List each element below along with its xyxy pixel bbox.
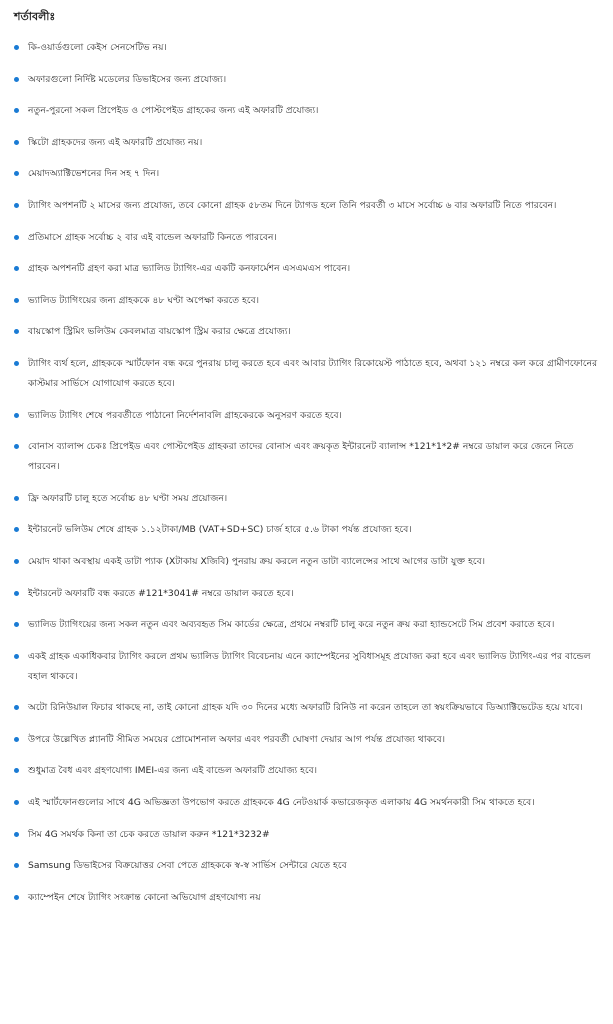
bullet-dot-icon bbox=[14, 171, 19, 176]
terms-list-item bbox=[14, 259, 599, 279]
terms-list bbox=[14, 38, 599, 908]
bullet-dot-icon bbox=[14, 559, 19, 564]
terms-item-text: ফ্রি অফারটি চালু হতে সর্বোচ্চ ৪৮ ঘণ্টা সময় প্রয়োজন। bbox=[28, 492, 228, 504]
terms-list-item bbox=[14, 761, 599, 781]
bullet-dot-icon bbox=[14, 266, 19, 271]
terms-item-text: অফারগুলো নির্দিষ্ট মডেলের ডিভাইসের জন্য প্রযোজ্য। bbox=[28, 73, 227, 85]
terms-item-text: ইন্টারনেট অফারটি বন্ধ করতে #121*3041# নম্বরে ডায়াল করতে হবে। bbox=[28, 587, 294, 599]
terms-list-item bbox=[14, 856, 599, 876]
terms-list-item bbox=[14, 698, 599, 718]
terms-list-item bbox=[14, 70, 599, 90]
terms-item-text: অটো রিনিউয়াল ফিচার থাকছে না, তাই কোনো গ্রাহক যদি ৩০ দিনের মধ্যে অফারটি রিনিউ না করেন তাহলে তা স্বয়ংক্রিয়ভাবে ডিঅ্যাক্টিভেটেড হয়ে যাবে। bbox=[28, 702, 583, 714]
bullet-dot-icon bbox=[14, 863, 19, 868]
terms-item-text: একই গ্রাহক একাধিকবার ট্যাগিং করলে প্রথম ভ্যালিড ট্যাগিং বিবেচনায় এনে ক্যাম্পেইনের সুবিধাসমূহ প্রযোজ্য করা হবে এবং ভ্যালিড ট্যাগিং-এর পর বান্ডেল বহাল থাকবে। bbox=[28, 650, 591, 682]
bullet-dot-icon bbox=[14, 591, 19, 596]
terms-list-item bbox=[14, 489, 599, 509]
terms-list-item bbox=[14, 825, 599, 845]
terms-item-text: কি-ওয়ার্ডগুলো কেইস সেনসেটিভ নয়। bbox=[28, 42, 167, 53]
terms-list-item bbox=[14, 322, 599, 342]
bullet-dot-icon bbox=[14, 496, 19, 501]
bullet-dot-icon bbox=[14, 768, 19, 773]
terms-item-text: ট্যাগিং ব্যর্থ হলে, গ্রাহককে স্মার্টফোন বন্ধ করে পুনরায় চালু করতে হবে এবং আবার ট্যাগিং রিকোয়েস্ট পাঠাতে হবে, অথবা ১২১ নম্বরে কল করে গ্রামীণফোনের কাস্টমার সার্ভিসে যোগাযোগ করতে হবে। bbox=[28, 357, 598, 389]
bullet-dot-icon bbox=[14, 235, 19, 240]
terms-item-text: নতুন-পুরনো সকল প্রিপেইড ও পোস্টপেইড গ্রাহকের জন্য এই অফারটি প্রযোজ্য। bbox=[28, 105, 319, 117]
terms-item-text: প্রতিমাসে গ্রাহক সর্বোচ্চ ২ বার এই বান্ডেল অফারটি কিনতে পারবেন। bbox=[28, 231, 277, 243]
terms-item-text: গ্রাহক অপশনটি গ্রহণ করা মাত্র ভ্যালিড ট্যাগিং-এর একটি কনফার্মেশন এসএমএস পাবেন। bbox=[28, 263, 351, 275]
terms-item-text: ভ্যালিড ট্যাগিংয়ের জন্য সকল নতুন এবং অব্যবহৃত সিম কার্ডের ক্ষেত্রে, প্রথমে নম্বরটি চালু করে নতুন ক্রয় করা হ্যান্ডসেটে সিম প্রবেশ করাতে হবে। bbox=[28, 619, 555, 631]
terms-item-text: স্কিটো গ্রাহকদের জন্য এই অফারটি প্রযোজ্য নয়। bbox=[28, 136, 203, 148]
bullet-dot-icon bbox=[14, 654, 19, 659]
terms-list-item bbox=[14, 38, 599, 58]
bullet-dot-icon bbox=[14, 737, 19, 742]
terms-heading: শর্তাবলীঃ bbox=[14, 10, 56, 23]
terms-list-item bbox=[14, 584, 599, 604]
bullet-dot-icon bbox=[14, 895, 19, 900]
terms-list-item bbox=[14, 291, 599, 311]
terms-list-item bbox=[14, 133, 599, 153]
bullet-dot-icon bbox=[14, 203, 19, 208]
terms-item-text: সিম 4G সমর্থক কিনা তা চেক করতে ডায়াল করুন *121*3232# bbox=[28, 828, 270, 840]
terms-list-item bbox=[14, 647, 599, 687]
terms-item-text: ক্যাম্পেইন শেষে ট্যাগিং সংক্রান্ত কোনো অভিযোগ গ্রহণযোগ্য নয় bbox=[28, 891, 261, 903]
terms-list-item bbox=[14, 793, 599, 813]
terms-item-text: ভ্যালিড ট্যাগিংয়ের জন্য গ্রাহককে ৪৮ ঘণ্টা অপেক্ষা করতে হবে। bbox=[28, 294, 260, 306]
bullet-dot-icon bbox=[14, 705, 19, 710]
bullet-dot-icon bbox=[14, 622, 19, 627]
terms-list-item bbox=[14, 406, 599, 426]
terms-list-item bbox=[14, 101, 599, 121]
terms-item-text: শুধুমাত্র বৈধ এবং গ্রহণযোগ্য IMEI-এর জন্য এই বান্ডেল অফারটি প্রযোজ্য হবে। bbox=[28, 765, 318, 777]
bullet-dot-icon bbox=[14, 444, 19, 449]
bullet-dot-icon bbox=[14, 800, 19, 805]
terms-item-text: ইন্টারনেট ভলিউম শেষে গ্রাহক ১.১২টাকা/MB (VAT+SD+SC) চার্জ হারে ৫.৬ টাকা পর্যন্ত প্রযোজ্য হবে। bbox=[28, 524, 412, 536]
terms-list-item bbox=[14, 888, 599, 908]
terms-item-text: বোনাস ব্যালান্স চেকঃ প্রিপেইড এবং পোস্টপেইড গ্রাহকরা তাদের বোনাস এবং ক্রয়কৃত ইন্টারনেট ব্যালান্স *121*1*2# নম্বরে ডায়াল করে জেনে নিতে পারবেন। bbox=[28, 441, 574, 473]
bullet-dot-icon bbox=[14, 361, 19, 366]
bullet-dot-icon bbox=[14, 108, 19, 113]
bullet-dot-icon bbox=[14, 413, 19, 418]
terms-item-text: ভ্যালিড ট্যাগিং শেষে পরবর্তীতে পাঠানো নির্দেশনাবলি গ্রাহকেরকে অনুসরণ করতে হবে। bbox=[28, 409, 342, 421]
bullet-dot-icon bbox=[14, 298, 19, 303]
bullet-dot-icon bbox=[14, 140, 19, 145]
terms-list-item bbox=[14, 437, 599, 477]
terms-list-item bbox=[14, 520, 599, 540]
terms-list-item bbox=[14, 196, 599, 216]
terms-item-text: বায়স্কোপ স্ট্রিমিং ভলিউম কেবলমাত্র বায়স্কোপ স্ট্রিম করার ক্ষেত্রে প্রযোজ্য। bbox=[28, 326, 291, 338]
terms-list-item bbox=[14, 615, 599, 635]
bullet-dot-icon bbox=[14, 832, 19, 837]
terms-item-text: এই স্মার্টফোনগুলোর সাথে 4G অভিজ্ঞতা উপভোগ করতে গ্রাহককে 4G নেটওয়ার্ক কভারেজকৃত এলাকায় 4G সমর্থনকারী সিম থাকতে হবে। bbox=[28, 797, 535, 809]
terms-item-text: Samsung ডিভাইসের বিক্রয়োত্তর সেবা পেতে গ্রাহককে স্ব-স্ব সার্ভিস সেন্টারে যেতে হবে bbox=[28, 860, 347, 872]
terms-list-item bbox=[14, 730, 599, 750]
terms-item-text: মেয়াদ থাকা অবস্থায় একই ডাটা প্যাক (Xটাকায় Xজিবি) পুনরায় ক্রয় করলে নতুন ডাটা ব্যালেন্সের সাথে আগের ডাটা যুক্ত হবে। bbox=[28, 555, 486, 567]
bullet-dot-icon bbox=[14, 329, 19, 334]
terms-list-item bbox=[14, 228, 599, 248]
bullet-dot-icon bbox=[14, 77, 19, 82]
terms-list-item bbox=[14, 164, 599, 184]
terms-item-text: মেয়াদঅ্যাক্টিভেশনের দিন সহ ৭ দিন। bbox=[28, 168, 160, 180]
bullet-dot-icon bbox=[14, 527, 19, 532]
terms-item-text: উপরে উল্লেখিত প্ল্যানটি সীমিত সময়ের প্রোমোশনাল অফার এবং পরবর্তী ঘোষণা দেয়ার আগ পর্যন্ত প্রযোজ্য থাকবে। bbox=[28, 733, 446, 745]
terms-list-item bbox=[14, 552, 599, 572]
terms-list-item bbox=[14, 354, 599, 394]
terms-item-text: ট্যাগিং অপশনটি ২ মাসের জন্য প্রযোজ্য, তবে কোনো গ্রাহক ৫৮তম দিনে ট্যাগড হলে তিনি পরবর্তী ৩ মাসে সর্বোচ্চ ৬ বার অফারটি নিতে পারবেন। bbox=[28, 199, 557, 211]
bullet-dot-icon bbox=[14, 45, 19, 50]
